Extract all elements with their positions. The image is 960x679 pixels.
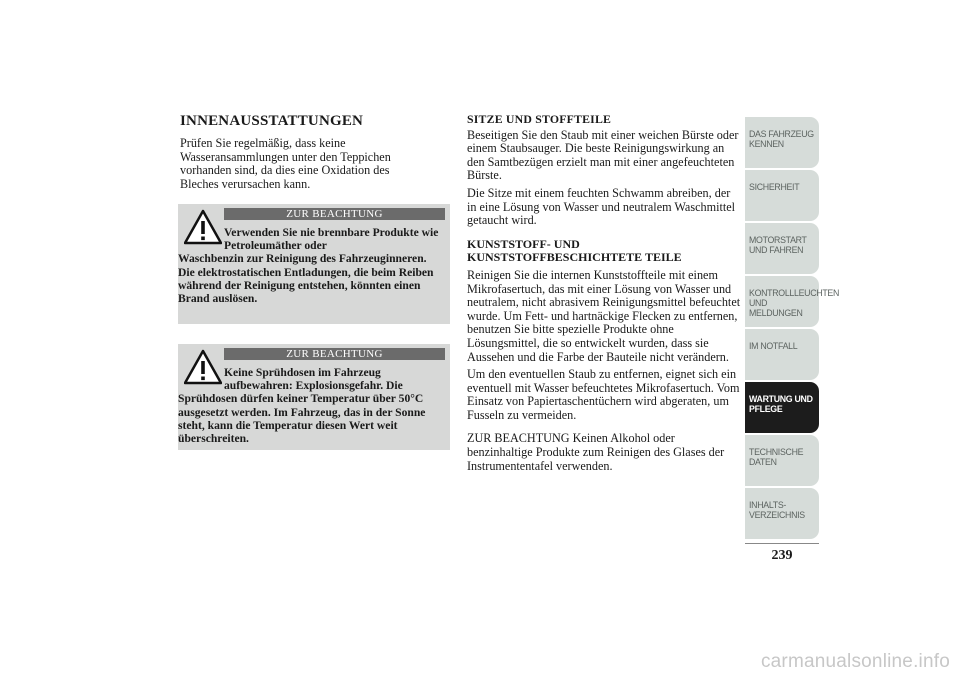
warning-text-lead: Verwenden Sie nie brennbare Produkte wie Petroleumäther oder: [224, 226, 439, 253]
page-number-divider: [745, 543, 819, 544]
plastic-paragraph-3: ZUR BEACHTUNG Keinen Alkohol oder benzinhaltige Produkte zum Reinigen des Glases der Instrumententafel verwenden.: [467, 431, 725, 473]
intro-paragraph: Prüfen Sie regelmäßig, dass keine Wasseransammlungen unter den Teppichen vorhanden sind, da dies eine Oxidation des Bleches verursachen kann.: [180, 136, 391, 191]
section-title: INNENAUSSTATTUNGEN: [180, 113, 364, 129]
tab-das-fahrzeug-kennen[interactable]: DAS FAHRZEUG KENNEN: [745, 117, 819, 168]
tab-motorstart-und-fahren[interactable]: MOTORSTART UND FAHREN: [745, 223, 819, 274]
warning-text-rest: Sprühdosen dürfen keiner Temperatur über 50°C ausgesetzt werden. Im Fahrzeug, das in der Sonne steht, kann die Temperatur diesen Wert weit überschreiten.: [178, 392, 426, 446]
plastic-heading: KUNSTSTOFF- UND KUNSTSTOFFBESCHICHTETE TEILE: [467, 236, 682, 265]
tab-im-notfall[interactable]: IM NOTFALL: [745, 329, 819, 380]
tab-technische-daten[interactable]: TECHNISCHE DATEN: [745, 435, 819, 486]
warning-text-rest: Waschbenzin zur Reinigung des Fahrzeuginneren. Die elektrostatischen Entladungen, die beim Reiben während der Reinigung entstehen, könnten einen Brand auslösen.: [178, 252, 434, 306]
plastic-paragraph-1: Reinigen Sie die internen Kunststoffteile mit einem Mikrofasertuch, das mit einer Lösung von Wasser und neutralem, nicht abrasivem Reinigungsmittel befeuchtet wurde. Um Fett- und hartnäckige Flecken zu entfernen, benutzen Sie bitte spezielle Produkte ohne Lösungsmittel, die so entwickelt wurden, dass sie Aussehen und die Farbe der Bauteile nicht verändern.: [467, 267, 741, 364]
tab-inhaltsverzeichnis[interactable]: INHALTS-VERZEICHNIS: [745, 488, 819, 539]
plastic-paragraph-2: Um den eventuellen Staub zu entfernen, eignet sich ein eventuell mit Wasser befeuchtetes Mikrofasertuch. Vom Einsatz von Papiertaschentüchern wird abgeraten, um Fusseln zu vermeiden.: [467, 367, 740, 422]
warning-heading: ZUR BEACHTUNG: [224, 348, 445, 360]
warning-text-lead: Keine Sprühdosen im Fahrzeug aufbewahren: Explosionsgefahr. Die: [224, 366, 403, 393]
warning-text: [178, 366, 446, 445]
tab-wartung-und-pflege[interactable]: WARTUNG UND PFLEGE: [745, 382, 819, 433]
warning-box-1: [178, 204, 450, 324]
right-column: [467, 113, 742, 473]
seats-paragraph-1: Beseitigen Sie den Staub mit einer weichen Bürste oder einem Staubsauger. Die beste Reinigungswirkung an den Samtbezügen erzielt man mit einer angefeuchteten Bürste.: [467, 127, 739, 183]
watermark: carmanualsonline.info: [760, 651, 950, 672]
warning-box-2: [178, 344, 450, 450]
seats-paragraph-2: Die Sitze mit einem feuchten Schwamm abreiben, der in eine Lösung von Wasser und neutralem Waschmittel getaucht wird.: [467, 185, 736, 228]
tab-kontrollleuchten[interactable]: KONTROLLLEUCHTEN UND MELDUNGEN: [745, 276, 819, 327]
page-number: 239: [771, 548, 793, 563]
tab-sicherheit[interactable]: SICHERHEIT: [745, 170, 819, 221]
seats-heading: SITZE UND STOFFTEILE: [467, 112, 612, 126]
warning-text: [178, 226, 446, 305]
warning-heading: ZUR BEACHTUNG: [224, 208, 445, 220]
